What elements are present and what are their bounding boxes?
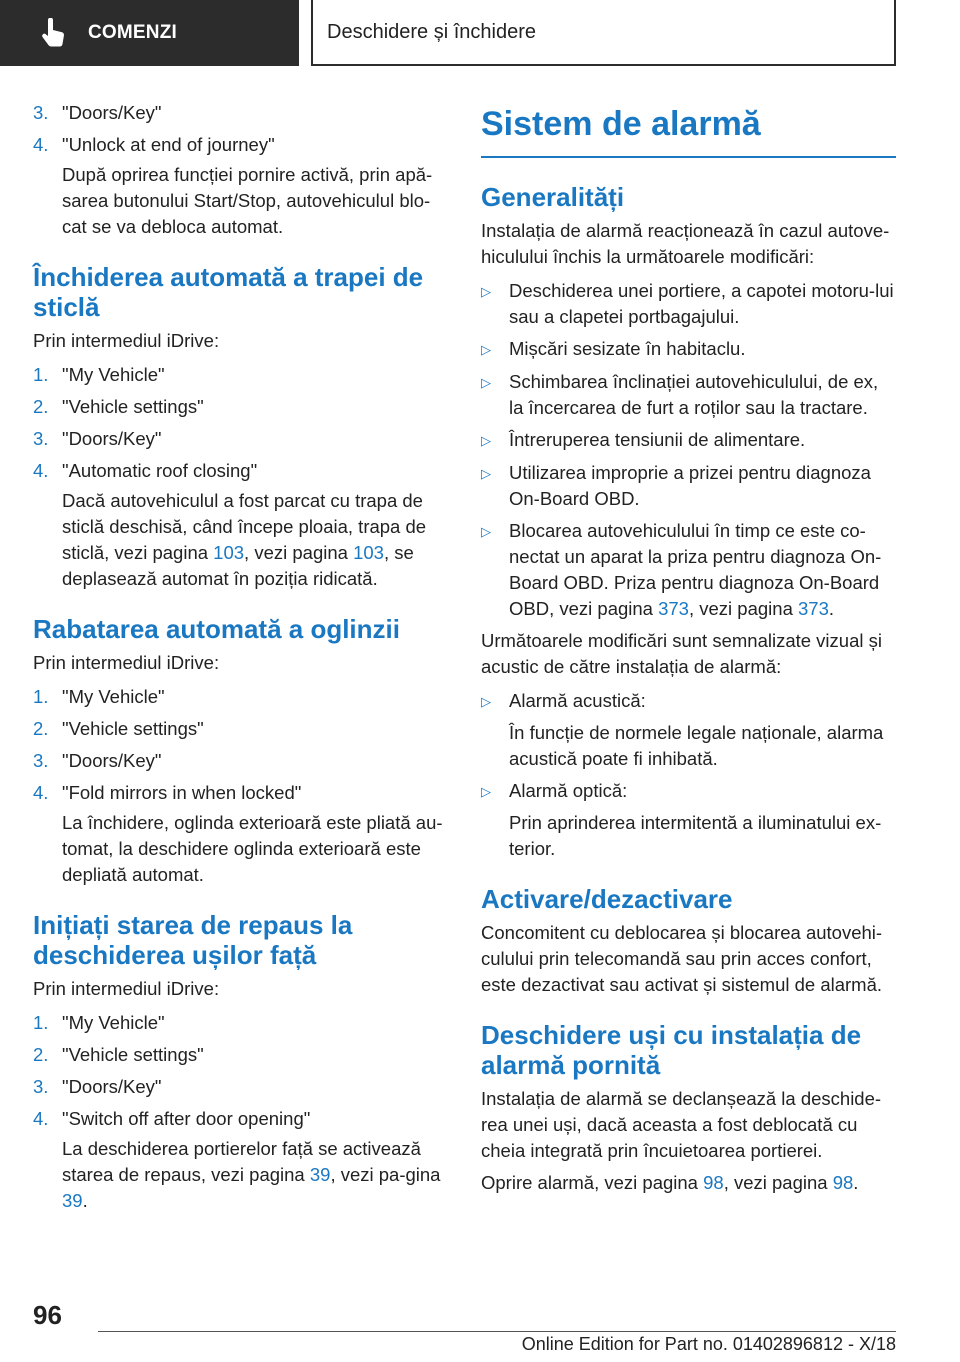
list-item: ▷ Mișcări sesizate în habitaclu. — [481, 336, 896, 363]
list-item: 3. "Doors/Key" — [33, 750, 162, 771]
page-link[interactable]: 39 — [62, 1190, 83, 1211]
list-item: ▷ Alarmă acustică: În funcție de normele legale naționale, alarma acustică poate fi inhibată. — [481, 688, 896, 772]
numbered-list — [33, 362, 448, 592]
body-text: Concomitent cu deblocarea și blocarea autovehi-culului prin telecomandă sau prin acces confort, este dezactivat sau activat și sistemul de alarmă. — [481, 922, 883, 995]
list-item: 2. "Vehicle settings" — [33, 718, 204, 739]
intro-text: Instalația de alarmă reacționează în cazul autove-hiculului închis la următoarele modificări: — [481, 220, 890, 267]
list-item: 3. "Doors/Key" — [33, 428, 162, 449]
list-item: 2. "Vehicle settings" — [33, 396, 204, 417]
triangle-bullet-icon: ▷ — [481, 375, 491, 390]
section-heading: Rabatarea automată a oglinzii — [33, 614, 400, 644]
list-item: 4. "Fold mirrors in when locked" — [33, 782, 302, 803]
triangle-bullet-icon: ▷ — [481, 694, 491, 709]
list-item: 3. "Doors/Key" — [33, 102, 162, 123]
intro-text: Prin intermediul iDrive: — [33, 978, 220, 999]
item-description: Dacă autovehiculul a fost parcat cu trapa de sticlă deschisă, când începe ploaia, trapa de sticlă, vezi pagina 103, vezi pagina 103, se deplasează automat în poziția ridicată. — [62, 490, 427, 589]
list-item: 4. "Switch off after door opening" — [33, 1108, 311, 1129]
list-item: 1. "My Vehicle" — [33, 364, 165, 385]
list-item: ▷ Blocarea autovehiculului în timp ce este co-nectat un aparat la priza pentru diagnoza On-Board OBD. Priza pentru diagnoza On-Board OBD, vezi pagina 373, vezi pagina 373. — [481, 518, 896, 622]
list-item: ▷ Întreruperea tensiunii de alimentare. — [481, 427, 896, 454]
list-item: ▷ Schimbarea înclinației autovehiculului, de ex, la încercarea de furt a roților sau la tractare. — [481, 369, 896, 421]
body-text: Instalația de alarmă se declanșează la deschide-rea unei uși, dacă aceasta a fost deblocată cu cheia integrată prin încuietoarea portierei. — [481, 1088, 882, 1161]
right-column — [481, 104, 896, 1196]
section-heading: Deschidere uși cu instalația de alarmă pornită — [481, 1020, 862, 1080]
section-heading: Generalități — [481, 182, 625, 212]
section-tab — [0, 0, 299, 66]
chapter-label: Deschidere și închidere — [327, 20, 536, 43]
list-item: ▷ Alarmă optică: Prin aprinderea intermitentă a iluminatului ex-terior. — [481, 778, 896, 862]
signal-intro: Următoarele modificări sunt semnalizate vizual și acustic de către instalația de alarmă: — [481, 630, 882, 677]
list-item: ▷ Utilizarea improprie a prizei pentru diagnoza On-Board OBD. — [481, 460, 896, 512]
footer-divider — [98, 1331, 896, 1332]
item-description: La deschiderea portierelor față se activează starea de repaus, vezi pagina 39, vezi pa-gina 39. — [62, 1138, 441, 1211]
intro-text: Prin intermediul iDrive: — [33, 330, 220, 351]
numbered-list — [33, 100, 448, 240]
list-item: 3. "Doors/Key" — [33, 1076, 162, 1097]
page-link[interactable]: 98 — [832, 1172, 854, 1193]
bullet-list — [481, 278, 896, 622]
body-text: Oprire alarmă, vezi pagina 98, vezi pagina 98. — [481, 1172, 859, 1193]
page-link[interactable]: 373 — [798, 598, 829, 619]
section-heading: Închiderea automată a trapei de sticlă — [33, 262, 424, 322]
pointing-hand-icon — [40, 18, 66, 48]
item-description: La închidere, oglinda exterioară este pliată au-tomat, la deschidere oglinda exterioară este depliată automat. — [62, 812, 443, 885]
list-item: 4. "Unlock at end of journey" — [33, 134, 275, 155]
bullet-list — [481, 688, 896, 862]
section-heading: Activare/dezactivare — [481, 884, 733, 914]
page-link[interactable]: 103 — [213, 542, 245, 563]
page-number: 96 — [33, 1300, 62, 1330]
triangle-bullet-icon: ▷ — [481, 466, 491, 481]
numbered-list — [33, 1010, 448, 1214]
edition-text: Online Edition for Part no. 01402896812 - X/18 — [521, 1334, 896, 1354]
page-link[interactable]: 39 — [309, 1164, 331, 1185]
chapter-heading: Sistem de alarmă — [481, 104, 896, 158]
item-description: După oprirea funcției pornire activă, prin apă-sarea butonului Start/Stop, autovehiculul blo-cat se va debloca automat. — [62, 164, 433, 237]
list-item: 4. "Automatic roof closing" — [33, 460, 258, 481]
section-label: COMENZI — [88, 22, 178, 43]
triangle-bullet-icon: ▷ — [481, 524, 491, 539]
triangle-bullet-icon: ▷ — [481, 284, 491, 299]
triangle-bullet-icon: ▷ — [481, 784, 491, 799]
page-link[interactable]: 373 — [658, 598, 689, 619]
list-item: ▷ Deschiderea unei portiere, a capotei motoru-lui sau a clapetei portbagajului. — [481, 278, 896, 330]
triangle-bullet-icon: ▷ — [481, 342, 491, 357]
list-item: 1. "My Vehicle" — [33, 686, 165, 707]
left-column — [33, 100, 448, 1214]
intro-text: Prin intermediul iDrive: — [33, 652, 220, 673]
list-item: 1. "My Vehicle" — [33, 1012, 165, 1033]
section-heading: Inițiați starea de repaus la deschiderea ușilor față — [33, 910, 353, 970]
list-item: 2. "Vehicle settings" — [33, 1044, 204, 1065]
page-link[interactable]: 98 — [703, 1172, 724, 1193]
chapter-tab — [311, 0, 896, 66]
numbered-list — [33, 684, 448, 888]
page-link[interactable]: 103 — [353, 542, 384, 563]
triangle-bullet-icon: ▷ — [481, 433, 491, 448]
